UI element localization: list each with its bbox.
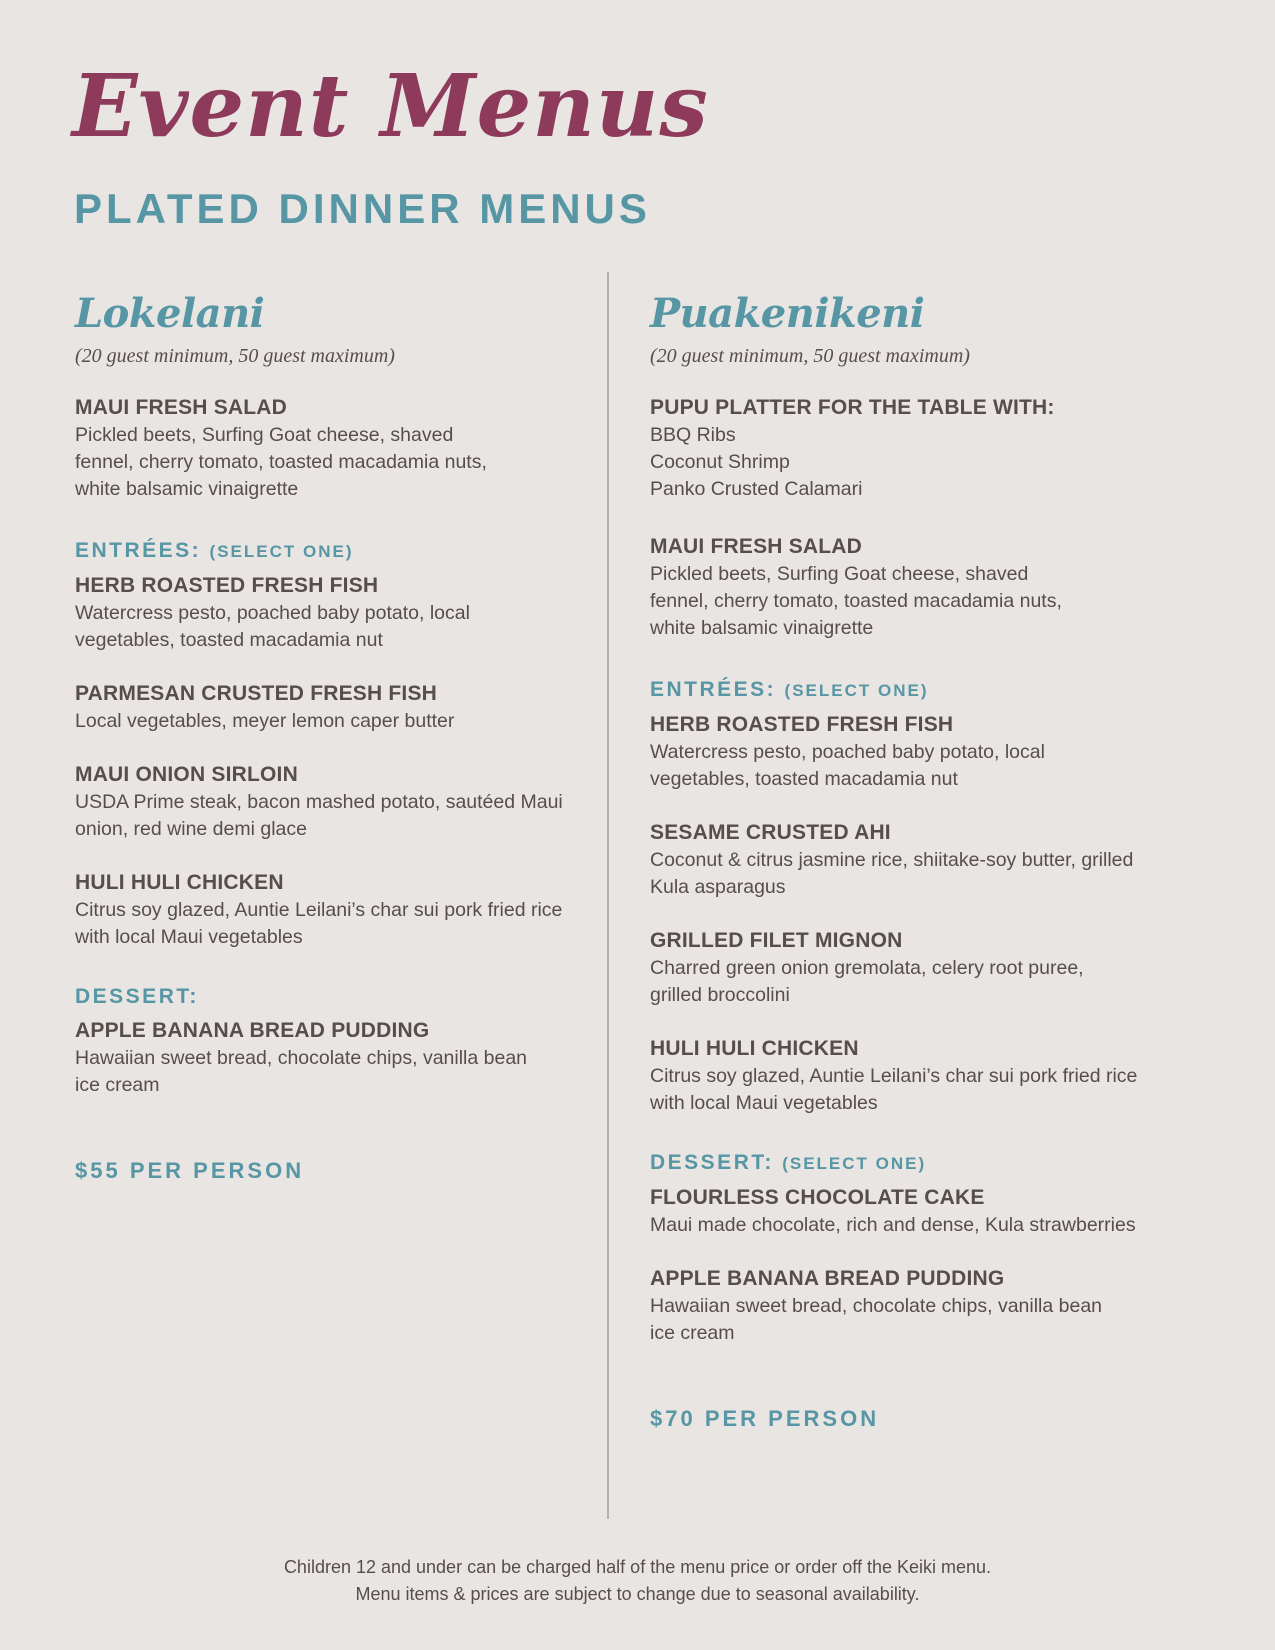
item-description: Coconut & citrus jasmine rice, shiitake-soy butter, grilled Kula asparagus [650, 849, 1134, 898]
guest-note: (20 guest minimum, 50 guest maximum) [650, 345, 970, 367]
section-label-text: ENTRÉES: [75, 539, 202, 562]
section-label-text: DESSERT: [75, 985, 199, 1008]
item-name: MAUI FRESH SALAD [75, 396, 288, 419]
menu-name: Puakenikeni [650, 290, 925, 337]
price: $70 PER PERSON [650, 1406, 880, 1431]
item-description: Maui made chocolate, rich and dense, Kula strawberries [650, 1214, 1136, 1236]
item-description: Pickled beets, Surfing Goat cheese, shaved fennel, cherry tomato, toasted macadamia nuts, white balsamic vinaigrette [650, 563, 1062, 639]
dessert-item [650, 1265, 1210, 1347]
item-name: HULI HULI CHICKEN [650, 1037, 859, 1060]
starter-item [650, 533, 1210, 642]
dessert-label [75, 983, 595, 1011]
column-divider [607, 272, 609, 1519]
item-description: Hawaiian sweet bread, chocolate chips, vanilla bean ice cream [650, 1295, 1103, 1344]
item-name: HERB ROASTED FRESH FISH [75, 574, 379, 597]
item-name: APPLE BANANA BREAD PUDDING [650, 1267, 1005, 1290]
entree-item [650, 1035, 1210, 1117]
dessert-item [75, 1017, 595, 1099]
entree-item [650, 711, 1210, 793]
section-label-text: DESSERT: [650, 1151, 774, 1174]
entree-item [650, 819, 1210, 901]
item-description: Citrus soy glazed, Auntie Leilani’s char sui pork fried rice with local Maui vegetables [650, 1065, 1138, 1114]
entree-item [75, 572, 595, 654]
item-description: Pickled beets, Surfing Goat cheese, shaved fennel, cherry tomato, toasted macadamia nuts, white balsamic vinaigrette [75, 424, 487, 500]
item-name: PUPU PLATTER FOR THE TABLE WITH: [650, 396, 1055, 419]
item-description: Watercress pesto, poached baby potato, local vegetables, toasted macadamia nut [650, 741, 1045, 790]
entree-item [75, 869, 595, 951]
page-title: Event Menus [72, 56, 709, 157]
item-description: Citrus soy glazed, Auntie Leilani’s char sui pork fried rice with local Maui vegetables [75, 899, 563, 948]
footer-children-note: Children 12 and under can be charged half of the menu price or order off the Keiki menu. [283, 1557, 992, 1577]
pupu-list-item: Coconut Shrimp [650, 451, 790, 473]
select-note: (SELECT ONE) [784, 681, 929, 700]
menu-name: Lokelani [75, 290, 265, 337]
item-description: USDA Prime steak, bacon mashed potato, sautéed Maui onion, red wine demi glace [75, 791, 563, 840]
item-name: SESAME CRUSTED AHI [650, 821, 891, 844]
item-description: Hawaiian sweet bread, chocolate chips, vanilla bean ice cream [75, 1047, 528, 1096]
item-description: Watercress pesto, poached baby potato, local vegetables, toasted macadamia nut [75, 602, 470, 651]
entree-item [75, 680, 595, 735]
pupu-platter [650, 394, 1210, 503]
section-label-text: ENTRÉES: [650, 678, 777, 701]
entrees-label [650, 676, 1210, 705]
item-name: FLOURLESS CHOCOLATE CAKE [650, 1186, 985, 1209]
item-name: MAUI ONION SIRLOIN [75, 763, 298, 786]
pupu-list-item: BBQ Ribs [650, 424, 736, 446]
item-name: MAUI FRESH SALAD [650, 535, 863, 558]
page-subtitle: PLATED DINNER MENUS [74, 185, 651, 232]
item-name: HERB ROASTED FRESH FISH [650, 713, 954, 736]
select-note: (SELECT ONE) [209, 542, 354, 561]
item-name: PARMESAN CRUSTED FRESH FISH [75, 682, 438, 705]
entree-item [75, 761, 595, 843]
item-description: Local vegetables, meyer lemon caper butter [75, 710, 455, 732]
dessert-label [650, 1149, 1210, 1178]
entrees-label [75, 537, 595, 566]
entree-item [650, 927, 1210, 1009]
select-note: (SELECT ONE) [782, 1154, 927, 1173]
starter-item [75, 394, 595, 503]
item-description: Charred green onion gremolata, celery root puree, grilled broccolini [650, 957, 1084, 1006]
footer-notes [0, 1554, 1275, 1608]
menu-lokelani [75, 286, 595, 1185]
guest-note: (20 guest minimum, 50 guest maximum) [75, 345, 395, 367]
footer-availability-note: Menu items & prices are subject to change due to seasonal availability. [355, 1584, 920, 1604]
pupu-list-item: Panko Crusted Calamari [650, 478, 863, 500]
price: $55 PER PERSON [75, 1158, 305, 1183]
item-name: APPLE BANANA BREAD PUDDING [75, 1019, 430, 1042]
pupu-list [650, 422, 1210, 503]
item-name: HULI HULI CHICKEN [75, 871, 284, 894]
dessert-item [650, 1184, 1210, 1239]
menu-puakenikeni [650, 286, 1210, 1433]
item-name: GRILLED FILET MIGNON [650, 929, 903, 952]
